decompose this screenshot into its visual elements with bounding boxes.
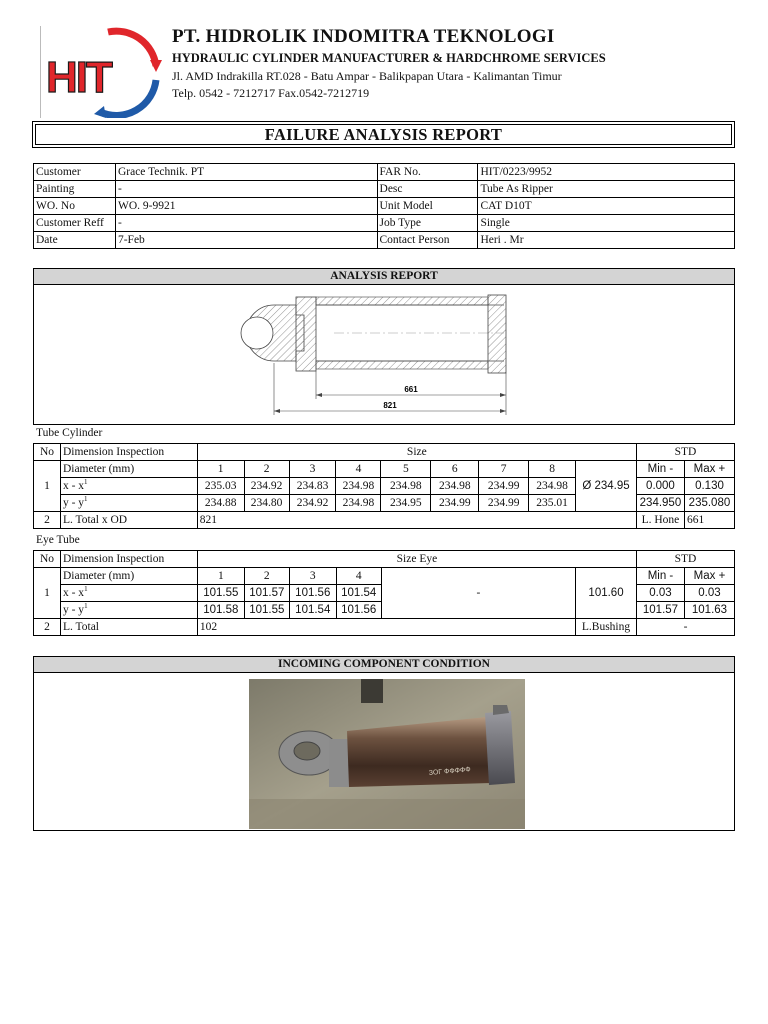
size-col-header: 2 [244, 568, 289, 585]
size-col-header: 1 [197, 461, 244, 478]
company-name: PT. HIDROLIK INDOMITRA TEKNOLOGI [172, 26, 555, 47]
x-std-min: 0.03 [637, 585, 685, 602]
y-value: 101.56 [336, 602, 381, 619]
company-tagline: HYDRAULIC CYLINDER MANUFACTURER & HARDCHROME SERVICES [172, 51, 606, 65]
analysis-drawing-frame [33, 285, 735, 425]
incoming-condition-band: INCOMING COMPONENT CONDITION [33, 656, 735, 673]
std-min-header: Min - [637, 568, 685, 585]
info-label: Date [34, 232, 116, 249]
photo-marking: ЗОГ ФФФФФ [428, 766, 471, 777]
size-col-header: 4 [336, 568, 381, 585]
y-value: 234.95 [381, 495, 431, 512]
company-logo [38, 26, 168, 118]
dim-hone-label: 661 [404, 385, 418, 394]
info-value: 7-Feb [115, 232, 377, 249]
company-phone: Telp. 0542 - 7212717 Fax.0542-7212719 [172, 86, 370, 100]
y-value: 101.54 [289, 602, 336, 619]
info-value: Grace Technik. PT [115, 164, 377, 181]
logo-text: HIT [46, 53, 111, 102]
dim-total-label: 821 [383, 401, 397, 410]
x-std-max: 0.03 [684, 585, 734, 602]
x-value: 234.98 [431, 478, 479, 495]
col-no-header: No [34, 444, 61, 461]
size-col-header: 6 [431, 461, 479, 478]
y-std-min: 234.950 [636, 495, 684, 512]
y-std-max: 235.080 [684, 495, 734, 512]
info-value: Heri . Mr [478, 232, 735, 249]
info-row [34, 198, 735, 215]
x-value: 234.83 [289, 478, 336, 495]
col-size-eye-header: Size Eye [197, 551, 636, 568]
size-col-header: 8 [529, 461, 576, 478]
size-col-header: 4 [336, 461, 381, 478]
std-max-header: Max + [684, 461, 734, 478]
info-label: Customer [34, 164, 116, 181]
eye-tube-label: Eye Tube [36, 534, 80, 546]
info-label: Unit Model [377, 198, 478, 215]
info-label: Contact Person [377, 232, 478, 249]
lbushing-label: L.Bushing [576, 619, 637, 636]
col-dimension-header: Dimension Inspection [60, 551, 197, 568]
y-value: 234.99 [431, 495, 479, 512]
eye-empty-cell: - [381, 568, 575, 619]
ltotal-value: 102 [197, 619, 575, 636]
info-label: FAR No. [377, 164, 478, 181]
col-std-header: STD [636, 444, 734, 461]
ltotal-label: L. Total [60, 619, 197, 636]
eye-tube-table [33, 550, 735, 636]
info-row [34, 181, 735, 198]
analysis-report-band: ANALYSIS REPORT [33, 268, 735, 285]
x-value: 101.56 [289, 585, 336, 602]
y-std-max: 101.63 [684, 602, 734, 619]
col-size-header: Size [197, 444, 636, 461]
lbushing-value: - [637, 619, 735, 636]
info-value: CAT D10T [478, 198, 735, 215]
x-value: 234.98 [529, 478, 576, 495]
x-value: 101.54 [336, 585, 381, 602]
info-label: WO. No [34, 198, 116, 215]
y-value: 101.55 [244, 602, 289, 619]
size-col-header: 7 [479, 461, 529, 478]
tube-cylinder-table [33, 443, 735, 529]
y-value: 101.58 [197, 602, 244, 619]
tube-nominal-diameter: Ø 234.95 [576, 461, 637, 512]
y-value: 234.99 [479, 495, 529, 512]
size-col-header: 5 [381, 461, 431, 478]
size-col-header: 2 [244, 461, 289, 478]
size-col-header: 3 [289, 461, 336, 478]
info-label: Job Type [377, 215, 478, 232]
ltotal-value: 821 [197, 512, 636, 529]
incoming-photo-frame [33, 673, 735, 831]
y-std-min: 101.57 [637, 602, 685, 619]
y-value: 234.92 [289, 495, 336, 512]
info-row [34, 232, 735, 249]
diameter-label: Diameter (mm) [60, 461, 197, 478]
row-no: 1 [34, 461, 61, 512]
x-value: 234.99 [479, 478, 529, 495]
y-value: 234.88 [197, 495, 244, 512]
x-std-max: 0.130 [684, 478, 734, 495]
std-min-header: Min - [636, 461, 684, 478]
diameter-label: Diameter (mm) [60, 568, 197, 585]
x-value: 234.92 [244, 478, 289, 495]
y-value: 234.80 [244, 495, 289, 512]
x-axis-label: x - $x^1$ [60, 585, 197, 602]
report-title-box [32, 121, 735, 148]
company-address: Jl. AMD Indrakilla RT.028 - Batu Ampar - Balikpapan Utara - Kalimantan Timur [172, 69, 562, 83]
std-max-header: Max + [684, 568, 734, 585]
x-std-min: 0.000 [636, 478, 684, 495]
size-col-header: 1 [197, 568, 244, 585]
ltotal-label: L. Total x OD [60, 512, 197, 529]
y-value: 234.98 [336, 495, 381, 512]
info-value: WO. 9-9921 [115, 198, 377, 215]
info-value: - [115, 181, 377, 198]
info-row [34, 215, 735, 232]
eye-nominal-diameter: 101.60 [576, 568, 637, 619]
x-value: 101.57 [244, 585, 289, 602]
size-col-header: 3 [289, 568, 336, 585]
x-value: 234.98 [381, 478, 431, 495]
col-no-header: No [34, 551, 61, 568]
lhone-value: 661 [684, 512, 734, 529]
col-std-header: STD [637, 551, 735, 568]
col-dimension-header: Dimension Inspection [60, 444, 197, 461]
info-row [34, 164, 735, 181]
info-label: Desc [377, 181, 478, 198]
tube-cylinder-label: Tube Cylinder [36, 427, 103, 439]
y-value: 235.01 [529, 495, 576, 512]
info-label: Customer Reff [34, 215, 116, 232]
y-axis-label: y - $y^1$ [60, 602, 197, 619]
x-axis-label: x - $x^1$ [60, 478, 197, 495]
row-no: 2 [34, 512, 61, 529]
x-value: 235.03 [197, 478, 244, 495]
report-title: FAILURE ANALYSIS REPORT [35, 124, 732, 145]
x-value: 101.55 [197, 585, 244, 602]
y-axis-label: y - $y^1$ [60, 495, 197, 512]
info-value: - [115, 215, 377, 232]
lhone-label: L. Hone [636, 512, 684, 529]
row-no: 1 [34, 568, 61, 619]
info-value: Single [478, 215, 735, 232]
x-value: 234.98 [336, 478, 381, 495]
cylinder-tube-drawing [34, 285, 734, 423]
info-value: Tube As Ripper [478, 181, 735, 198]
info-label: Painting [34, 181, 116, 198]
row-no: 2 [34, 619, 61, 636]
component-photo [249, 679, 525, 829]
info-table [33, 163, 735, 249]
info-value: HIT/0223/9952 [478, 164, 735, 181]
